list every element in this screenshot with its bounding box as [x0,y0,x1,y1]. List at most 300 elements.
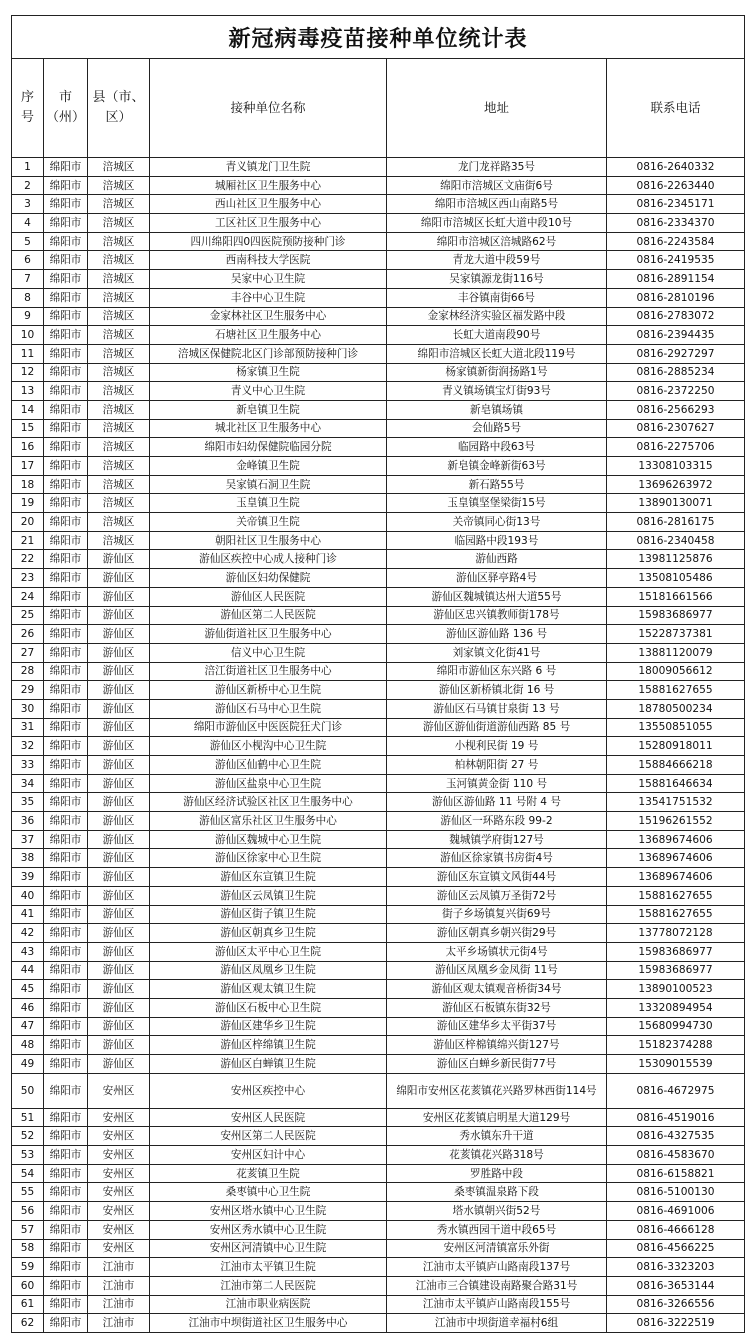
cell-county: 游仙区 [88,774,150,793]
cell-unit-name: 绵阳市妇幼保健院临园分院 [150,438,387,457]
cell-county: 涪城区 [88,158,150,177]
cell-county: 游仙区 [88,886,150,905]
table-row [12,1220,745,1239]
cell-city: 绵阳市 [44,1276,88,1295]
cell-seq: 28 [12,662,44,681]
cell-seq: 38 [12,849,44,868]
cell-city: 绵阳市 [44,699,88,718]
table-row [12,1258,745,1277]
cell-unit-name: 四川绵阳四0四医院预防接种门诊 [150,232,387,251]
cell-seq: 2 [12,176,44,195]
cell-phone: 15983686977 [607,606,745,625]
cell-city: 绵阳市 [44,344,88,363]
cell-city: 绵阳市 [44,326,88,345]
cell-unit-name: 游仙区盐泉中心卫生院 [150,774,387,793]
cell-address: 江油市中坝街道幸福村6组 [387,1314,607,1333]
cell-city: 绵阳市 [44,400,88,419]
table-row [12,1127,745,1146]
cell-city: 绵阳市 [44,1220,88,1239]
cell-unit-name: 城北社区卫生服务中心 [150,419,387,438]
cell-county: 涪城区 [88,344,150,363]
cell-city: 绵阳市 [44,643,88,662]
cell-address: 游仙区石板镇东街32号 [387,998,607,1017]
table-row [12,980,745,999]
cell-unit-name: 安州区塔水镇中心卫生院 [150,1202,387,1221]
cell-seq: 32 [12,737,44,756]
cell-seq: 58 [12,1239,44,1258]
cell-city: 绵阳市 [44,531,88,550]
cell-seq: 49 [12,1055,44,1074]
cell-address: 玉皇镇坚堡梁街15号 [387,494,607,513]
cell-address: 柏林朝阳街 27 号 [387,756,607,775]
table-row [12,400,745,419]
cell-county: 安州区 [88,1202,150,1221]
cell-phone: 15680994730 [607,1017,745,1036]
table-row [12,1202,745,1221]
cell-unit-name: 游仙区太平中心卫生院 [150,942,387,961]
cell-seq: 51 [12,1108,44,1127]
cell-city: 绵阳市 [44,942,88,961]
cell-county: 涪城区 [88,457,150,476]
table-row [12,550,745,569]
cell-city: 绵阳市 [44,681,88,700]
cell-city: 绵阳市 [44,625,88,644]
header-address: 地址 [387,59,607,158]
cell-unit-name: 关帝镇卫生院 [150,513,387,532]
cell-phone: 13308103315 [607,457,745,476]
cell-address: 花荄镇花兴路318号 [387,1146,607,1165]
cell-city: 绵阳市 [44,1258,88,1277]
cell-phone: 13696263972 [607,475,745,494]
cell-unit-name: 游仙区第二人民医院 [150,606,387,625]
cell-county: 游仙区 [88,569,150,588]
table-row [12,1108,745,1127]
cell-seq: 19 [12,494,44,513]
cell-county: 游仙区 [88,905,150,924]
cell-unit-name: 安州区人民医院 [150,1108,387,1127]
cell-unit-name: 游仙区徐家中心卫生院 [150,849,387,868]
cell-city: 绵阳市 [44,1295,88,1314]
cell-unit-name: 游仙区观太镇卫生院 [150,980,387,999]
table-row [12,176,745,195]
table-row [12,1073,745,1108]
table-row [12,494,745,513]
cell-county: 游仙区 [88,961,150,980]
cell-seq: 10 [12,326,44,345]
cell-city: 绵阳市 [44,232,88,251]
cell-county: 游仙区 [88,737,150,756]
cell-unit-name: 游仙区新桥中心卫生院 [150,681,387,700]
cell-unit-name: 杨家镇卫生院 [150,363,387,382]
cell-seq: 13 [12,382,44,401]
cell-address: 绵阳市安州区花荄镇花兴路罗林西街114号 [387,1073,607,1108]
cell-phone: 15983686977 [607,961,745,980]
cell-phone: 0816-2816175 [607,513,745,532]
table-row [12,849,745,868]
table-row [12,419,745,438]
cell-city: 绵阳市 [44,1127,88,1146]
cell-county: 安州区 [88,1239,150,1258]
cell-seq: 33 [12,756,44,775]
cell-county: 安州区 [88,1220,150,1239]
table-row [12,344,745,363]
table-row [12,251,745,270]
table-row [12,1276,745,1295]
cell-seq: 46 [12,998,44,1017]
table-row [12,886,745,905]
cell-unit-name: 游仙区疾控中心成人接种门诊 [150,550,387,569]
cell-seq: 6 [12,251,44,270]
cell-seq: 54 [12,1164,44,1183]
cell-address: 游仙区石马镇甘泉街 13 号 [387,699,607,718]
cell-county: 涪城区 [88,326,150,345]
cell-seq: 36 [12,812,44,831]
cell-address: 安州区花荄镇启明星大道129号 [387,1108,607,1127]
vaccination-units-table [11,15,745,1333]
cell-phone: 0816-3266556 [607,1295,745,1314]
table-row [12,998,745,1017]
table-row [12,681,745,700]
table-row [12,662,745,681]
cell-phone: 0816-3323203 [607,1258,745,1277]
cell-city: 绵阳市 [44,961,88,980]
cell-unit-name: 西南科技大学医院 [150,251,387,270]
cell-seq: 56 [12,1202,44,1221]
cell-address: 游仙区游仙路 136 号 [387,625,607,644]
cell-phone: 0816-2419535 [607,251,745,270]
cell-city: 绵阳市 [44,924,88,943]
cell-phone: 15881627655 [607,681,745,700]
cell-city: 绵阳市 [44,288,88,307]
cell-seq: 34 [12,774,44,793]
cell-county: 涪城区 [88,513,150,532]
cell-unit-name: 游仙区东宣镇卫生院 [150,868,387,887]
cell-phone: 0816-2334370 [607,214,745,233]
cell-county: 江油市 [88,1276,150,1295]
cell-seq: 42 [12,924,44,943]
cell-unit-name: 吴家中心卫生院 [150,270,387,289]
cell-seq: 57 [12,1220,44,1239]
cell-address: 桑枣镇温泉路下段 [387,1183,607,1202]
cell-county: 涪城区 [88,270,150,289]
cell-address: 太平乡场镇状元街4号 [387,942,607,961]
cell-seq: 55 [12,1183,44,1202]
cell-address: 游仙区一环路东段 99-2 [387,812,607,831]
table-row [12,326,745,345]
cell-county: 游仙区 [88,924,150,943]
cell-city: 绵阳市 [44,1073,88,1108]
cell-phone: 0816-2263440 [607,176,745,195]
cell-unit-name: 江油市职业病医院 [150,1295,387,1314]
cell-seq: 39 [12,868,44,887]
cell-address: 绵阳市涪城区文庙街6号 [387,176,607,195]
table-row [12,158,745,177]
cell-county: 游仙区 [88,1055,150,1074]
cell-county: 游仙区 [88,849,150,868]
cell-county: 安州区 [88,1073,150,1108]
cell-seq: 35 [12,793,44,812]
cell-seq: 31 [12,718,44,737]
cell-unit-name: 游仙区街子镇卫生院 [150,905,387,924]
cell-unit-name: 安州区秀水镇中心卫生院 [150,1220,387,1239]
cell-city: 绵阳市 [44,830,88,849]
table-row [12,1146,745,1165]
cell-county: 游仙区 [88,699,150,718]
cell-seq: 50 [12,1073,44,1108]
cell-unit-name: 游仙街道社区卫生服务中心 [150,625,387,644]
cell-phone: 0816-2810196 [607,288,745,307]
cell-phone: 13541751532 [607,793,745,812]
cell-address: 杨家镇新街润扬路1号 [387,363,607,382]
cell-phone: 15196261552 [607,812,745,831]
cell-phone: 15884666218 [607,756,745,775]
cell-address: 长虹大道南段90号 [387,326,607,345]
cell-city: 绵阳市 [44,774,88,793]
cell-county: 涪城区 [88,195,150,214]
cell-seq: 7 [12,270,44,289]
cell-seq: 60 [12,1276,44,1295]
cell-city: 绵阳市 [44,176,88,195]
cell-city: 绵阳市 [44,718,88,737]
cell-phone: 15881627655 [607,905,745,924]
cell-address: 关帝镇同心街13号 [387,513,607,532]
cell-seq: 41 [12,905,44,924]
cell-city: 绵阳市 [44,270,88,289]
cell-unit-name: 金峰镇卫生院 [150,457,387,476]
header-seq: 序 号 [12,59,44,158]
cell-address: 魏城镇学府街127号 [387,830,607,849]
table-row [12,942,745,961]
cell-county: 游仙区 [88,625,150,644]
table-row [12,475,745,494]
table-row [12,1017,745,1036]
table-row [12,756,745,775]
cell-city: 绵阳市 [44,868,88,887]
cell-phone: 0816-4672975 [607,1073,745,1108]
cell-phone: 0816-2275706 [607,438,745,457]
cell-unit-name: 游仙区朝真乡卫生院 [150,924,387,943]
cell-seq: 53 [12,1146,44,1165]
cell-county: 涪城区 [88,307,150,326]
cell-unit-name: 游仙区石马中心卫生院 [150,699,387,718]
cell-address: 街子乡场镇复兴街69号 [387,905,607,924]
cell-phone: 0816-4519016 [607,1108,745,1127]
cell-address: 游仙区云凤镇万圣街72号 [387,886,607,905]
cell-city: 绵阳市 [44,1146,88,1165]
cell-address: 游仙区驿亭路4号 [387,569,607,588]
cell-address: 绵阳市游仙区东兴路 6 号 [387,662,607,681]
cell-phone: 0816-2394435 [607,326,745,345]
cell-unit-name: 信义中心卫生院 [150,643,387,662]
table-body [12,158,745,1333]
cell-unit-name: 游仙区人民医院 [150,587,387,606]
cell-address: 小枧利民街 19 号 [387,737,607,756]
cell-phone: 13689674606 [607,849,745,868]
cell-city: 绵阳市 [44,1108,88,1127]
cell-unit-name: 安州区疾控中心 [150,1073,387,1108]
cell-unit-name: 安州区妇计中心 [150,1146,387,1165]
cell-phone: 0816-4666128 [607,1220,745,1239]
cell-address: 临园路中段63号 [387,438,607,457]
cell-city: 绵阳市 [44,1036,88,1055]
cell-county: 江油市 [88,1295,150,1314]
cell-address: 游仙区徐家镇书房街4号 [387,849,607,868]
cell-unit-name: 游仙区云凤镇卫生院 [150,886,387,905]
cell-phone: 13320894954 [607,998,745,1017]
cell-city: 绵阳市 [44,662,88,681]
cell-address: 游仙区游仙路 11 号附 4 号 [387,793,607,812]
cell-seq: 22 [12,550,44,569]
cell-seq: 3 [12,195,44,214]
cell-phone: 13689674606 [607,830,745,849]
cell-county: 游仙区 [88,868,150,887]
cell-address: 会仙路5号 [387,419,607,438]
table-row [12,382,745,401]
table-row [12,438,745,457]
cell-seq: 24 [12,587,44,606]
header-county: 县（市、 区） [88,59,150,158]
cell-county: 涪城区 [88,214,150,233]
cell-seq: 12 [12,363,44,382]
cell-phone: 0816-2783072 [607,307,745,326]
cell-unit-name: 吴家镇石洞卫生院 [150,475,387,494]
cell-city: 绵阳市 [44,1183,88,1202]
cell-seq: 62 [12,1314,44,1333]
cell-address: 新石路55号 [387,475,607,494]
cell-unit-name: 安州区河清镇中心卫生院 [150,1239,387,1258]
cell-address: 秀水镇西园干道中段65号 [387,1220,607,1239]
cell-address: 秀水镇东升干道 [387,1127,607,1146]
header-city: 市 （州） [44,59,88,158]
cell-county: 游仙区 [88,606,150,625]
cell-address: 玉河镇黄金街 110 号 [387,774,607,793]
cell-city: 绵阳市 [44,569,88,588]
cell-phone: 0816-2566293 [607,400,745,419]
cell-address: 游仙区朝真乡朝兴街29号 [387,924,607,943]
cell-county: 涪城区 [88,288,150,307]
cell-county: 安州区 [88,1164,150,1183]
table-row [12,699,745,718]
cell-county: 游仙区 [88,793,150,812]
table-row [12,531,745,550]
table-row [12,606,745,625]
cell-address: 安州区河清镇富乐外街 [387,1239,607,1258]
table-row [12,270,745,289]
cell-address: 罗胜路中段 [387,1164,607,1183]
cell-address: 新皂镇场镇 [387,400,607,419]
cell-seq: 11 [12,344,44,363]
cell-city: 绵阳市 [44,475,88,494]
table-row [12,232,745,251]
cell-county: 游仙区 [88,998,150,1017]
cell-seq: 30 [12,699,44,718]
cell-unit-name: 游仙区梓绵镇卫生院 [150,1036,387,1055]
cell-phone: 0816-2372250 [607,382,745,401]
cell-unit-name: 新皂镇卫生院 [150,400,387,419]
cell-county: 安州区 [88,1127,150,1146]
cell-address: 绵阳市涪城区长虹大道北段119号 [387,344,607,363]
table-row [12,1164,745,1183]
cell-phone: 15983686977 [607,942,745,961]
cell-unit-name: 游仙区仙鹤中心卫生院 [150,756,387,775]
table-row [12,1183,745,1202]
cell-phone: 13890100523 [607,980,745,999]
cell-seq: 26 [12,625,44,644]
table-row [12,830,745,849]
cell-phone: 0816-4566225 [607,1239,745,1258]
table-row [12,214,745,233]
cell-phone: 13508105486 [607,569,745,588]
cell-city: 绵阳市 [44,158,88,177]
cell-county: 安州区 [88,1183,150,1202]
cell-phone: 13689674606 [607,868,745,887]
cell-phone: 13981125876 [607,550,745,569]
cell-seq: 21 [12,531,44,550]
table-row [12,812,745,831]
cell-city: 绵阳市 [44,1239,88,1258]
cell-phone: 0816-5100130 [607,1183,745,1202]
cell-phone: 0816-2640332 [607,158,745,177]
cell-address: 吴家镇源龙街116号 [387,270,607,289]
cell-seq: 40 [12,886,44,905]
cell-city: 绵阳市 [44,307,88,326]
cell-phone: 15881646634 [607,774,745,793]
cell-seq: 43 [12,942,44,961]
cell-seq: 5 [12,232,44,251]
cell-seq: 47 [12,1017,44,1036]
cell-address: 金家林经济实验区福发路中段 [387,307,607,326]
cell-county: 游仙区 [88,756,150,775]
cell-seq: 15 [12,419,44,438]
cell-county: 游仙区 [88,830,150,849]
cell-seq: 61 [12,1295,44,1314]
cell-city: 绵阳市 [44,1314,88,1333]
cell-city: 绵阳市 [44,550,88,569]
cell-county: 游仙区 [88,1036,150,1055]
cell-city: 绵阳市 [44,756,88,775]
cell-seq: 20 [12,513,44,532]
table-row [12,1239,745,1258]
cell-phone: 0816-6158821 [607,1164,745,1183]
table-row [12,587,745,606]
cell-county: 安州区 [88,1108,150,1127]
cell-city: 绵阳市 [44,998,88,1017]
cell-address: 江油市太平镇庐山路南段137号 [387,1258,607,1277]
cell-phone: 13550851055 [607,718,745,737]
cell-city: 绵阳市 [44,1202,88,1221]
cell-city: 绵阳市 [44,1164,88,1183]
cell-city: 绵阳市 [44,905,88,924]
cell-seq: 8 [12,288,44,307]
cell-county: 涪城区 [88,400,150,419]
cell-county: 涪城区 [88,419,150,438]
cell-unit-name: 桑枣镇中心卫生院 [150,1183,387,1202]
cell-seq: 23 [12,569,44,588]
cell-seq: 44 [12,961,44,980]
cell-unit-name: 涪江街道社区卫生服务中心 [150,662,387,681]
cell-phone: 0816-3653144 [607,1276,745,1295]
cell-city: 绵阳市 [44,886,88,905]
cell-county: 涪城区 [88,382,150,401]
cell-address: 绵阳市涪城区涪城路62号 [387,232,607,251]
cell-phone: 15881627655 [607,886,745,905]
cell-county: 游仙区 [88,550,150,569]
cell-address: 龙门龙祥路35号 [387,158,607,177]
cell-address: 游仙区忠兴镇教师街178号 [387,606,607,625]
cell-unit-name: 涪城区保健院北区门诊部预防接种门诊 [150,344,387,363]
cell-seq: 18 [12,475,44,494]
table-row [12,569,745,588]
